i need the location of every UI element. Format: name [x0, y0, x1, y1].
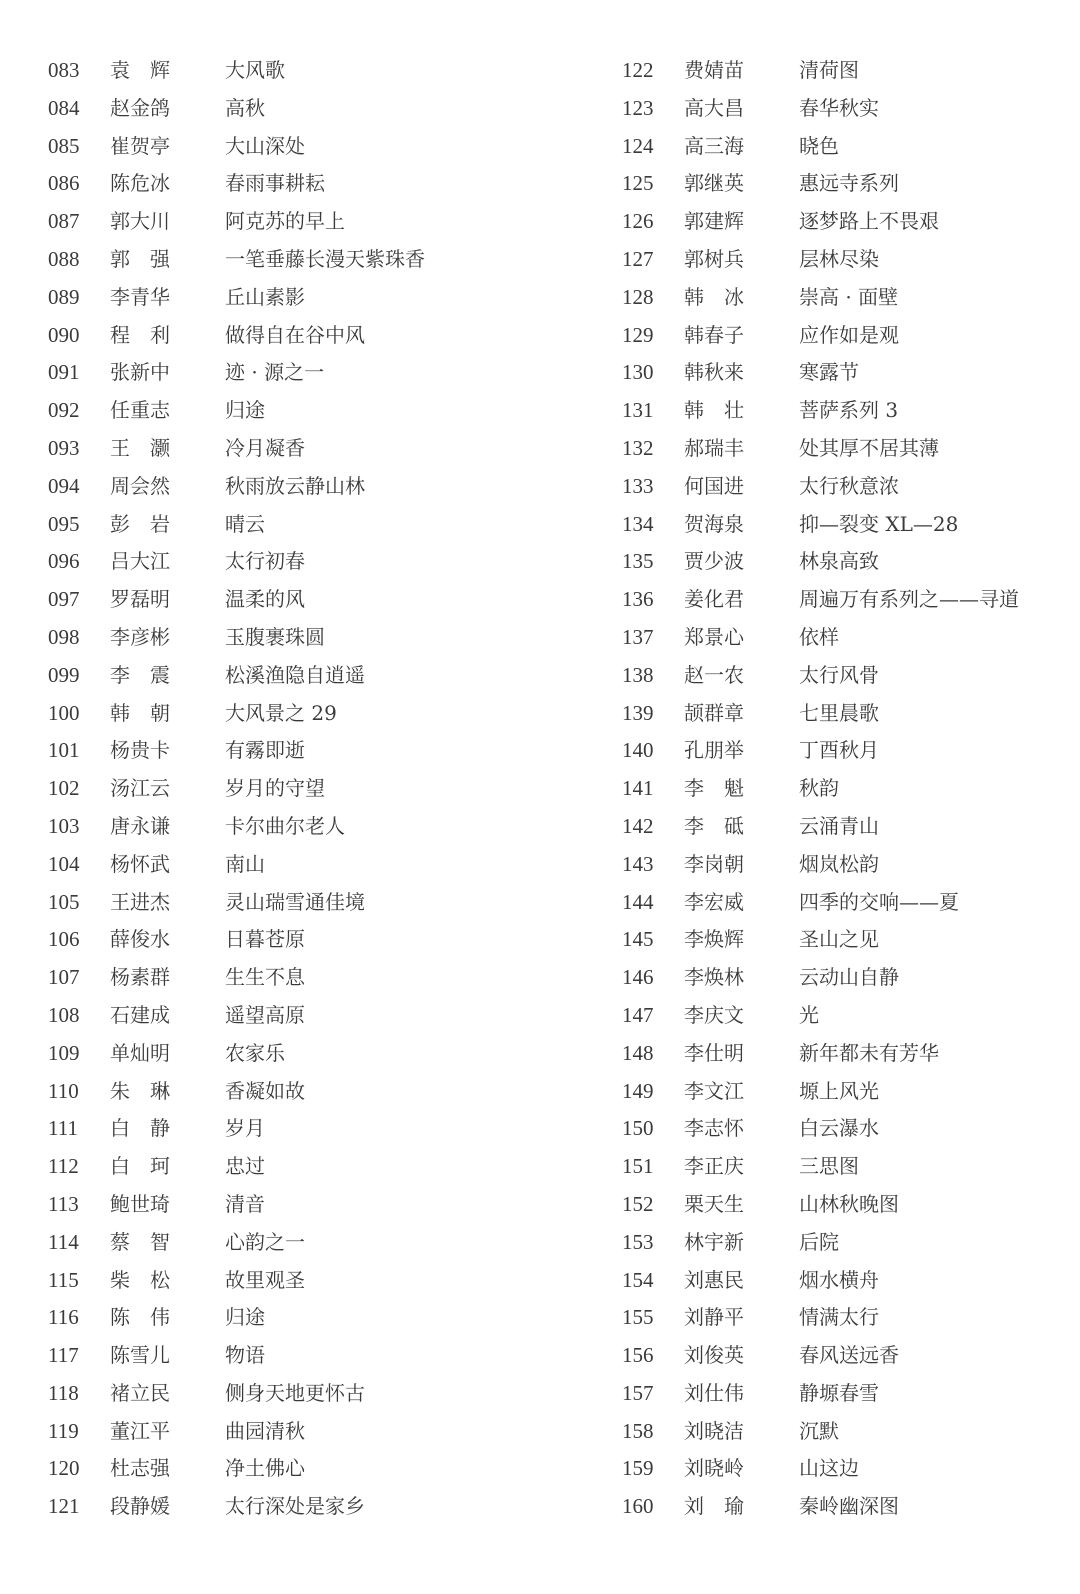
entry-number: 152 — [622, 1191, 654, 1216]
artwork-title: 烟岚松韵 — [799, 851, 879, 876]
artist-name: 郭树兵 — [684, 246, 744, 271]
artwork-title: 烟水横舟 — [799, 1267, 879, 1292]
artist-name: 单灿明 — [110, 1040, 170, 1065]
artist-name: 陈危冰 — [110, 171, 170, 196]
artwork-title: 七里晨歌 — [799, 700, 879, 725]
artist-name: 郑景心 — [684, 624, 744, 649]
artist-name: 贺海泉 — [684, 511, 744, 536]
artist-name: 贾少波 — [684, 549, 744, 574]
artist-name: 张新中 — [110, 360, 170, 385]
entry-number: 085 — [48, 133, 80, 158]
artist-name: 薛俊水 — [110, 927, 170, 952]
artist-name: 刘仕伟 — [684, 1380, 744, 1405]
entry-number: 160 — [622, 1494, 654, 1519]
entry-number: 155 — [622, 1305, 654, 1330]
artist-name: 李志怀 — [684, 1116, 744, 1141]
entry-number: 095 — [48, 511, 80, 536]
artwork-title: 松溪渔隐自逍遥 — [225, 662, 365, 687]
artist-name: 段静媛 — [110, 1494, 170, 1519]
artwork-title: 冷月凝香 — [225, 435, 305, 460]
artist-name: 汤江云 — [110, 776, 170, 801]
artist-name: 李庆文 — [684, 1002, 744, 1027]
artist-name: 李焕辉 — [684, 927, 744, 952]
artwork-title: 塬上风光 — [799, 1078, 879, 1103]
artwork-title: 崇高 · 面壁 — [799, 284, 899, 309]
artwork-title: 后院 — [799, 1229, 839, 1254]
artwork-title: 依样 — [799, 624, 839, 649]
artwork-title: 林泉高致 — [799, 549, 879, 574]
artwork-title: 云动山自静 — [799, 965, 899, 990]
entry-number: 107 — [48, 965, 80, 990]
artist-name: 彭 岩 — [110, 511, 170, 536]
artist-name: 石建成 — [110, 1002, 170, 1027]
artist-name: 郭大川 — [110, 209, 170, 234]
artist-name: 李仕明 — [684, 1040, 744, 1065]
entry-number: 157 — [622, 1380, 654, 1405]
entry-number: 159 — [622, 1456, 654, 1481]
artwork-title: 做得自在谷中风 — [225, 322, 365, 347]
artist-name: 杨素群 — [110, 965, 170, 990]
artwork-title: 侧身天地更怀古 — [225, 1380, 365, 1405]
artist-name: 栗天生 — [684, 1191, 744, 1216]
artwork-title: 秋韵 — [799, 776, 839, 801]
artwork-title: 遥望高原 — [225, 1002, 305, 1027]
entry-number: 109 — [48, 1040, 80, 1065]
entry-number: 087 — [48, 209, 80, 234]
artist-name: 李彦彬 — [110, 624, 170, 649]
entry-number: 106 — [48, 927, 80, 952]
artist-name: 陈雪儿 — [110, 1343, 170, 1368]
artwork-title: 春风送远香 — [799, 1343, 899, 1368]
entry-number: 125 — [622, 171, 654, 196]
entry-number: 091 — [48, 360, 80, 385]
artwork-title: 光 — [799, 1002, 819, 1027]
artist-name: 高大昌 — [684, 95, 744, 120]
artist-name: 高三海 — [684, 133, 744, 158]
entry-number: 133 — [622, 473, 654, 498]
artist-name: 赵一农 — [684, 662, 744, 687]
entry-number: 158 — [622, 1418, 654, 1443]
artwork-title: 惠远寺系列 — [799, 171, 899, 196]
entry-number: 114 — [48, 1229, 79, 1254]
artist-name: 韩 壮 — [684, 398, 744, 423]
artist-name: 王进杰 — [110, 889, 170, 914]
artist-name: 刘晓岭 — [684, 1456, 744, 1481]
artwork-title: 情满太行 — [799, 1305, 879, 1330]
entry-number: 126 — [622, 209, 654, 234]
artwork-title: 高秋 — [225, 95, 265, 120]
artwork-title: 温柔的风 — [225, 587, 305, 612]
entry-number: 131 — [622, 398, 654, 423]
artist-name: 韩 朝 — [110, 700, 170, 725]
artist-name: 李 魁 — [684, 776, 744, 801]
entry-number: 086 — [48, 171, 80, 196]
artist-name: 郝瑞丰 — [684, 435, 744, 460]
entry-number: 156 — [622, 1343, 654, 1368]
artist-name: 褚立民 — [110, 1380, 170, 1405]
artwork-title: 日暮苍原 — [225, 927, 305, 952]
artist-name: 柴 松 — [110, 1267, 170, 1292]
artwork-title: 南山 — [225, 851, 265, 876]
artwork-title: 大风歌 — [225, 58, 285, 82]
artist-name: 崔贺亭 — [110, 133, 170, 158]
artwork-title: 清音 — [225, 1191, 265, 1216]
artwork-title: 归途 — [225, 1305, 265, 1330]
entry-number: 140 — [622, 738, 654, 763]
artist-name: 赵金鸽 — [110, 95, 170, 120]
artist-name: 李文江 — [684, 1078, 744, 1103]
entry-number: 149 — [622, 1078, 654, 1103]
artist-name: 刘晓洁 — [684, 1418, 744, 1443]
entry-number: 112 — [48, 1154, 79, 1179]
artist-name: 杜志强 — [110, 1456, 170, 1481]
entry-number: 099 — [48, 662, 80, 687]
entry-number: 102 — [48, 776, 80, 801]
entry-number: 127 — [622, 246, 654, 271]
artist-name: 蔡 智 — [110, 1229, 170, 1254]
entry-number: 119 — [48, 1418, 79, 1443]
entry-number: 103 — [48, 813, 80, 838]
entry-number: 115 — [48, 1267, 79, 1292]
artist-name: 李宏威 — [684, 889, 744, 914]
artist-name: 孔朋举 — [684, 738, 744, 763]
entry-number: 141 — [622, 776, 654, 801]
entry-number: 145 — [622, 927, 654, 952]
entry-number: 123 — [622, 95, 654, 120]
artist-name: 白 珂 — [110, 1154, 170, 1179]
artwork-title: 逐梦路上不畏艰 — [799, 209, 939, 234]
entry-number: 154 — [622, 1267, 654, 1292]
artist-name: 林宇新 — [684, 1229, 744, 1254]
artwork-title: 春华秋实 — [799, 95, 879, 120]
entry-number: 130 — [622, 360, 654, 385]
artwork-title: 心韵之一 — [225, 1229, 305, 1254]
artist-name: 刘惠民 — [684, 1267, 744, 1292]
entry-number: 084 — [48, 95, 80, 120]
artwork-title: 清荷图 — [799, 58, 859, 82]
artwork-title: 秋雨放云静山林 — [225, 473, 365, 498]
artist-name: 韩秋来 — [684, 360, 744, 385]
artwork-title: 丘山素影 — [225, 284, 305, 309]
artwork-title: 玉腹裹珠圆 — [225, 624, 325, 649]
entry-number: 135 — [622, 549, 654, 574]
artwork-title: 农家乐 — [225, 1040, 285, 1065]
artist-name: 唐永谦 — [110, 813, 170, 838]
entry-number: 111 — [48, 1116, 78, 1141]
artist-name: 鲍世琦 — [110, 1191, 170, 1216]
artwork-title: 春雨事耕耘 — [225, 171, 325, 196]
artwork-title: 大风景之 29 — [225, 700, 337, 725]
artist-name: 刘 瑜 — [684, 1494, 744, 1519]
entry-number: 136 — [622, 587, 654, 612]
artwork-title: 香凝如故 — [225, 1078, 305, 1103]
artwork-title: 阿克苏的早上 — [225, 209, 345, 234]
artwork-title: 层林尽染 — [799, 246, 879, 271]
entry-number: 147 — [622, 1002, 654, 1027]
entry-number: 128 — [622, 284, 654, 309]
artwork-title: 抑—裂变 XL—28 — [799, 511, 959, 536]
artwork-title: 太行风骨 — [799, 662, 879, 687]
entry-number: 146 — [622, 965, 654, 990]
entry-number: 138 — [622, 662, 654, 687]
entry-number: 092 — [48, 398, 80, 423]
artist-name: 郭继英 — [684, 171, 744, 196]
artwork-title: 一笔垂藤长漫天紫珠香 — [225, 246, 425, 271]
entry-number: 137 — [622, 624, 654, 649]
artist-name: 吕大江 — [110, 549, 170, 574]
entry-number: 096 — [48, 549, 80, 574]
artist-name: 杨怀武 — [110, 851, 170, 876]
artist-name: 刘静平 — [684, 1305, 744, 1330]
entry-number: 151 — [622, 1154, 654, 1179]
entry-number: 098 — [48, 624, 80, 649]
artwork-title: 太行秋意浓 — [799, 473, 899, 498]
artist-name: 朱 琳 — [110, 1078, 170, 1103]
entry-number: 132 — [622, 435, 654, 460]
entry-number: 083 — [48, 58, 80, 82]
artwork-title: 应作如是观 — [799, 322, 899, 347]
artist-name: 程 利 — [110, 322, 170, 347]
artwork-title: 太行初春 — [225, 549, 305, 574]
artist-name: 任重志 — [110, 398, 170, 423]
entry-number: 134 — [622, 511, 654, 536]
entry-number: 105 — [48, 889, 80, 914]
artist-name: 刘俊英 — [684, 1343, 744, 1368]
artist-name: 白 静 — [110, 1116, 170, 1141]
artwork-title: 山林秋晚图 — [799, 1191, 899, 1216]
artist-name: 郭建辉 — [684, 209, 744, 234]
entry-number: 124 — [622, 133, 654, 158]
entry-number: 113 — [48, 1191, 79, 1216]
entry-number: 108 — [48, 1002, 80, 1027]
entry-number: 143 — [622, 851, 654, 876]
entry-number: 148 — [622, 1040, 654, 1065]
artist-name: 韩 冰 — [684, 284, 744, 309]
artwork-title: 山这边 — [799, 1456, 859, 1481]
artwork-title: 静塬春雪 — [799, 1380, 879, 1405]
entry-number: 110 — [48, 1078, 79, 1103]
artist-name: 董江平 — [110, 1418, 170, 1443]
entry-number: 090 — [48, 322, 80, 347]
artwork-title: 周遍万有系列之——寻道 — [799, 587, 1019, 612]
artwork-title: 太行深处是家乡 — [225, 1494, 365, 1519]
entry-number: 094 — [48, 473, 80, 498]
entry-number: 150 — [622, 1116, 654, 1141]
artist-name: 李青华 — [110, 284, 170, 309]
artwork-title: 丁酉秋月 — [799, 738, 879, 763]
artist-name: 王 灏 — [110, 435, 170, 460]
artist-name: 李岗朝 — [684, 851, 744, 876]
artwork-title: 故里观圣 — [225, 1267, 305, 1292]
entry-number: 100 — [48, 700, 80, 725]
artist-name: 李正庆 — [684, 1154, 744, 1179]
entry-number: 144 — [622, 889, 654, 914]
artwork-title: 大山深处 — [225, 133, 305, 158]
artwork-title: 三思图 — [799, 1154, 859, 1179]
entry-number: 104 — [48, 851, 80, 876]
artwork-title: 云涌青山 — [799, 813, 879, 838]
artist-name: 李焕林 — [684, 965, 744, 990]
artist-name: 颉群章 — [684, 700, 744, 725]
entry-number: 139 — [622, 700, 654, 725]
artwork-title: 白云瀑水 — [799, 1116, 879, 1141]
entry-number: 118 — [48, 1380, 79, 1405]
entry-number: 089 — [48, 284, 80, 309]
entry-number: 122 — [622, 58, 654, 82]
artwork-title: 物语 — [225, 1343, 265, 1368]
artwork-title: 沉默 — [799, 1418, 839, 1443]
entry-number: 088 — [48, 246, 80, 271]
entry-number: 097 — [48, 587, 80, 612]
artwork-title: 忠过 — [225, 1154, 265, 1179]
artwork-title: 岁月 — [225, 1116, 265, 1141]
entry-number: 093 — [48, 435, 80, 460]
artwork-title: 迹 · 源之一 — [225, 360, 325, 385]
artist-name: 罗磊明 — [110, 587, 170, 612]
artist-name: 杨贵卡 — [110, 738, 170, 763]
artwork-title: 岁月的守望 — [225, 776, 325, 801]
artwork-title: 秦岭幽深图 — [799, 1494, 899, 1519]
artwork-title: 卡尔曲尔老人 — [225, 813, 345, 838]
entry-number: 129 — [622, 322, 654, 347]
artist-name: 袁 辉 — [110, 58, 170, 82]
artwork-title: 灵山瑞雪通佳境 — [225, 889, 365, 914]
artist-name: 何国进 — [684, 473, 744, 498]
artwork-title: 处其厚不居其薄 — [799, 435, 939, 460]
entry-number: 153 — [622, 1229, 654, 1254]
artwork-title: 曲园清秋 — [225, 1418, 305, 1443]
entry-number: 121 — [48, 1494, 80, 1519]
artwork-title: 生生不息 — [225, 965, 305, 990]
artwork-title: 菩萨系列 3 — [799, 398, 899, 423]
artwork-title: 圣山之见 — [799, 927, 879, 952]
entry-number: 117 — [48, 1343, 79, 1368]
artist-name: 李 砥 — [684, 813, 744, 838]
entry-number: 101 — [48, 738, 80, 763]
artist-name: 陈 伟 — [110, 1305, 170, 1330]
artist-name: 费婧苗 — [684, 58, 744, 82]
artist-name: 周会然 — [110, 473, 170, 498]
entry-number: 120 — [48, 1456, 80, 1481]
artist-name: 姜化君 — [684, 587, 744, 612]
artwork-title: 新年都未有芳华 — [799, 1040, 939, 1065]
entry-number: 116 — [48, 1305, 79, 1330]
artist-name: 李 震 — [110, 662, 170, 687]
artwork-title: 寒露节 — [799, 360, 859, 385]
artwork-title: 晓色 — [799, 133, 839, 158]
entry-number: 142 — [622, 813, 654, 838]
artwork-title: 有霧即逝 — [225, 738, 305, 763]
artwork-title: 净土佛心 — [225, 1456, 305, 1481]
artist-name: 郭 强 — [110, 246, 170, 271]
artwork-title: 晴云 — [225, 511, 265, 536]
artwork-title: 四季的交响——夏 — [799, 889, 959, 914]
artwork-title: 归途 — [225, 398, 265, 423]
artist-name: 韩春子 — [684, 322, 744, 347]
